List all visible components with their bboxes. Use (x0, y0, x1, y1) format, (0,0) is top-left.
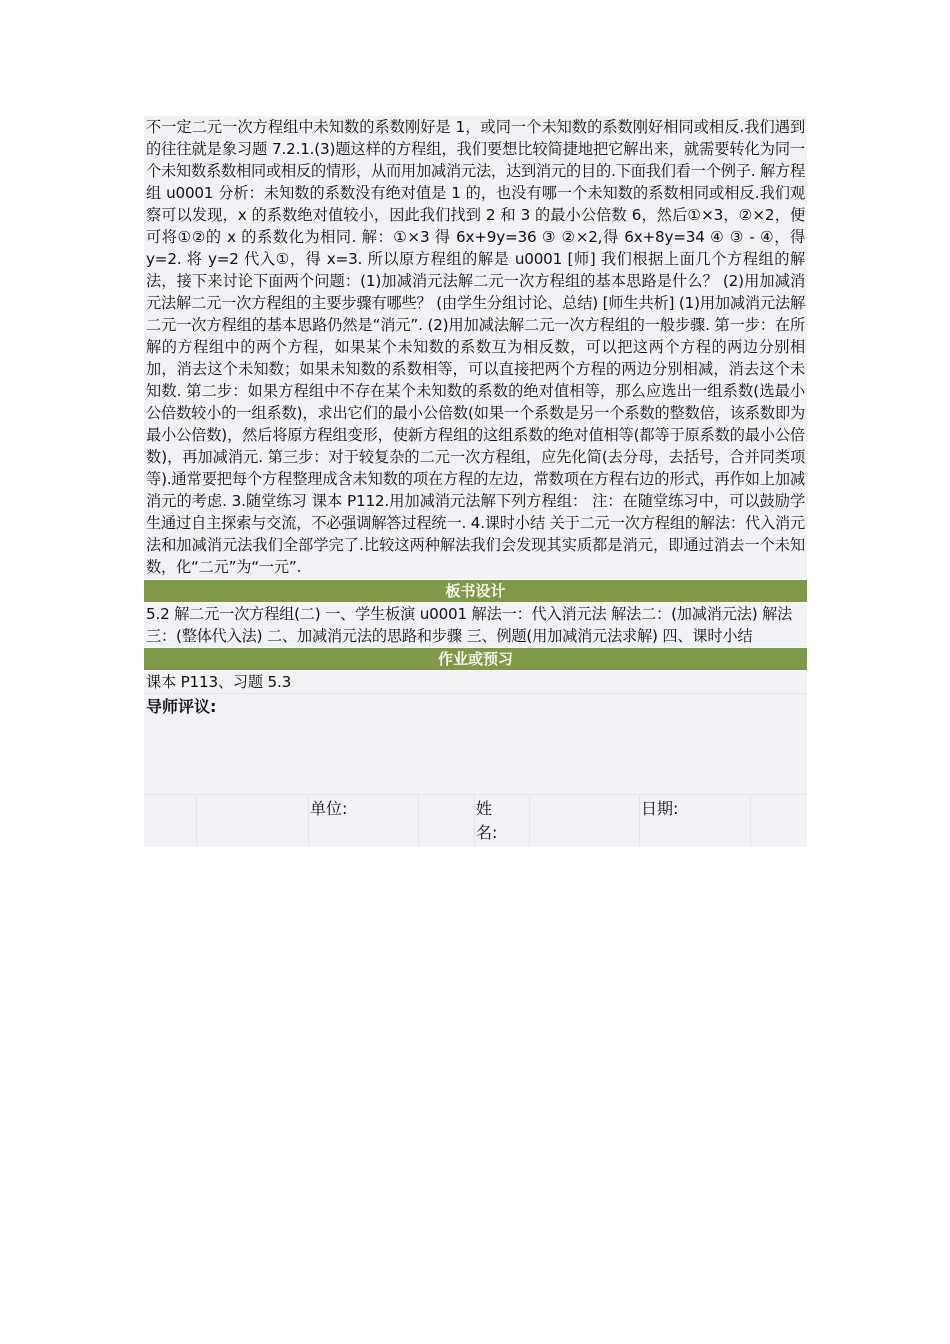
homework-heading: 作业或预习 (144, 648, 807, 670)
homework-text: 课本 P113、习题 5.3 (144, 671, 807, 693)
tutor-review-label: 导师评议: (146, 697, 217, 716)
lesson-plan-sheet (144, 116, 807, 847)
signature-row (144, 794, 807, 847)
date-label: 日期: (640, 795, 751, 847)
footer-blank-cell (419, 795, 475, 847)
footer-blank-cell (530, 795, 640, 847)
name-label: 姓名: (475, 795, 530, 847)
board-design-heading: 板书设计 (144, 580, 807, 602)
unit-label: 单位: (309, 795, 419, 847)
tutor-review-section (144, 693, 807, 794)
lesson-process-text: 不一定二元一次方程组中未知数的系数刚好是 1，或同一个未知数的系数刚好相同或相反.我们遇到的往往就是象习题 7.2.1.(3)题这样的方程组，我们要想比较简捷地把它解出来，就需要转化为同一个未知数系数相同或相反的情形，从而用加减消元法，达到消元的目的.下面我们看一个例子. 解方程组 u0001 分析：未知数的系数没有绝对值是 1 的，也没有哪一个未知数的系数相同或相反.我们观察可以发现，x 的系数绝对值较小，因此我们找到 2 和 3 的最小公倍数 6，然后①×3，②×2，便可将①②的 x 的系数化为相同. 解：①×3 得 6x+9y=36 ③ ②×2,得 6x+8y=34 ④ ③ - ④，得 y=2. 将 y=2 代入①，得 x=3. 所以原方程组的解是 u0001 [师] 我们根据上面几个方程组的解法，接下来讨论下面两个问题：(1)加减消元法解二元一次方程组的基本思路是什么？ (2)用加减消元法解二元一次方程组的主要步骤有哪些？ (由学生分组讨论、总结) [师生共析] (1)用加减消元法解二元一次方程组的基本思路仍然是“消元”. (2)用加减法解二元一次方程组的一般步骤. 第一步：在所解的方程组中的两个方程，如果某个未知数的系数互为相反数，可以把这两个方程的两边分别相加，消去这个未知数；如果未知数的系数相等，可以直接把两个方程的两边分别相减，消去这个未知数. 第二步：如果方程组中不存在某个未知数的系数的绝对值相等，那么应选出一组系数(选最小公倍数较小的一组系数)，求出它们的最小公倍数(如果一个系数是另一个系数的整数倍，该系数即为最小公倍数)，然后将原方程组变形，使新方程组的这组系数的绝对值相等(都等于原系数的最小公倍数)，再加减消元. 第三步：对于较复杂的二元一次方程组，应先化简(去分母，去括号，合并同类项等).通常要把每个方程整理成含未知数的项在方程的左边，常数项在方程右边的形式，再作如上加减消元的考虑. 3.随堂练习 课本 P112.用加减消元法解下列方程组： 注：在随堂练习中，可以鼓励学生通过自主探索与交流，不必强调解答过程统一. 4.课时小结 关于二元一次方程组的解法：代入消元法和加减消元法我们全部学完了.比较这两种解法我们会发现其实质都是消元，即通过消去一个未知数，化“二元”为“一元”. (144, 116, 807, 579)
board-design-text: 5.2 解二元一次方程组(二) 一、学生板演 u0001 解法一：代入消元法 解法二：(加减消元法) 解法三：(整体代入法) 二、加减消元法的思路和步骤 三、例题(用加减消元法求解) 四、课时小结 (144, 603, 807, 647)
footer-blank-cell (144, 795, 197, 847)
footer-blank-cell (751, 795, 807, 847)
footer-blank-cell (197, 795, 309, 847)
